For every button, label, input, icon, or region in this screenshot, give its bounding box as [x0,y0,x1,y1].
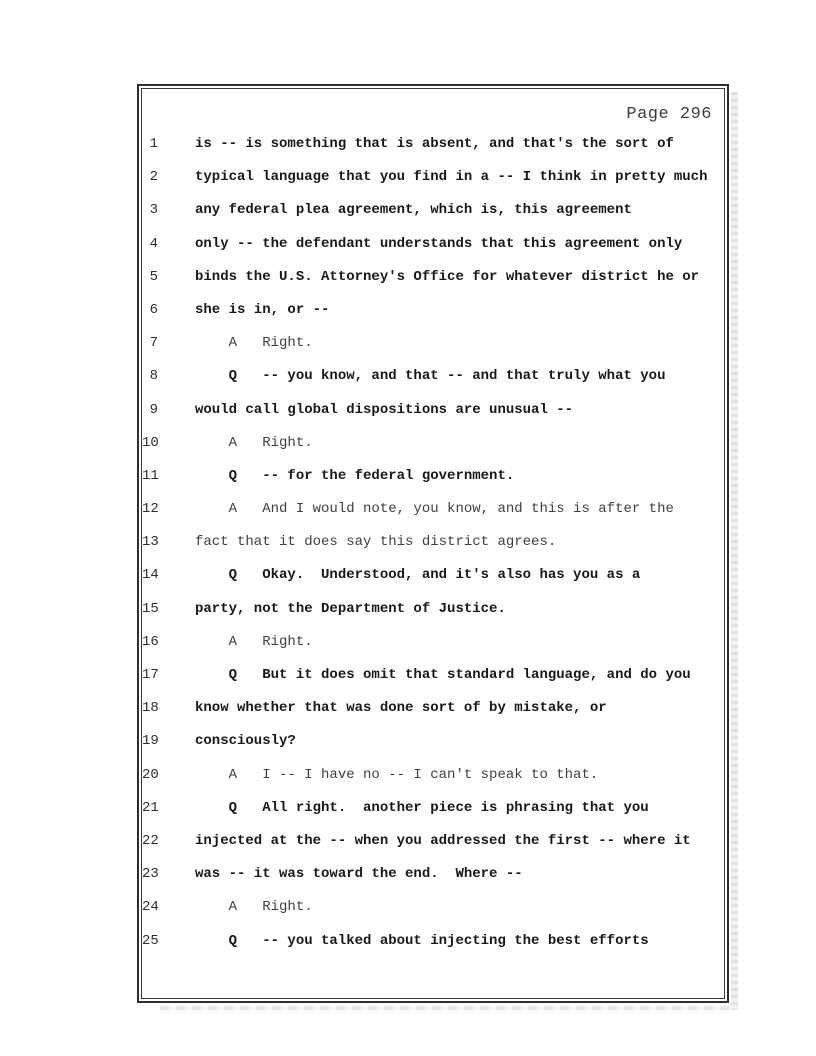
transcript-line [142,559,724,592]
line-text: any federal plea agreement, which is, this agreement [195,202,632,219]
line-number: 4 [149,235,158,252]
line-number: 6 [149,301,158,318]
line-text: Q Okay. Understood, and it's also has you as a [195,567,641,584]
line-number: 16 [142,633,159,650]
line-text: she is in, or -- [195,301,330,318]
scan-edge-shadow-right [731,92,738,1010]
line-text: Q All right. another piece is phrasing that you [195,799,649,816]
line-number: 3 [149,202,158,219]
line-number: 17 [142,667,159,683]
line-text: A Right. [195,899,313,916]
line-text: A And I would note, you know, and this is after the [195,501,674,518]
transcript-line [142,294,724,327]
line-text: typical language that you find in a -- I think in pretty much [195,169,708,186]
line-text: would call global dispositions are unusual -- [195,401,574,418]
line-number: 18 [142,700,159,717]
line-number: 24 [142,899,159,916]
line-text: A Right. [195,633,313,650]
transcript-line [142,891,724,924]
page-border-frame [137,84,729,1003]
transcript-line [142,261,724,294]
line-text: was -- it was toward the end. Where -- [195,866,523,883]
transcript-line [142,460,724,493]
transcript-line [142,725,724,758]
line-number: 9 [149,401,158,418]
transcript-line [142,825,724,858]
transcript-line [142,526,724,559]
transcript-line [142,161,724,194]
transcript-line [142,427,724,460]
line-text: Q But it does omit that standard language, and do you [195,667,691,683]
line-number: 15 [142,600,159,617]
transcript-line [142,360,724,393]
transcript-line [142,659,724,692]
transcript-line [142,228,724,261]
page-number: Page 296 [626,105,712,124]
line-number: 14 [142,567,159,584]
line-text: fact that it does say this district agrees. [195,534,557,551]
transcript-line [142,194,724,227]
line-number: 13 [142,534,159,551]
transcript-line [142,493,724,526]
transcript-line [142,925,724,958]
transcript-lines [142,128,724,958]
line-number: 2 [149,169,158,186]
line-number: 7 [149,335,158,352]
line-text: only -- the defendant understands that this agreement only [195,235,683,252]
line-number: 21 [142,799,159,816]
line-text: party, not the Department of Justice. [195,600,506,617]
line-number: 22 [142,832,159,849]
line-text: Q -- you know, and that -- and that truly what you [195,368,666,385]
transcript-line [142,593,724,626]
line-number: 8 [149,368,158,385]
line-number: 10 [142,434,159,451]
line-text: injected at the -- when you addressed the first -- where it [195,832,691,849]
transcript-line [142,792,724,825]
line-text: Q -- you talked about injecting the best efforts [195,932,649,949]
line-number: 25 [142,932,159,949]
line-number: 12 [142,501,159,518]
line-text: binds the U.S. Attorney's Office for whatever district he or [195,268,700,285]
line-number: 20 [142,766,159,783]
line-text: consciously? [195,733,296,750]
line-text: A Right. [195,335,313,352]
transcript-line [142,759,724,792]
line-text: know whether that was done sort of by mistake, or [195,700,607,717]
line-number: 19 [142,733,159,750]
line-number: 11 [142,467,159,484]
transcript-line [142,692,724,725]
transcript-line [142,128,724,161]
line-number: 5 [149,268,158,285]
line-text: A Right. [195,434,313,451]
transcript-line [142,394,724,427]
line-number: 1 [149,136,158,152]
transcript-line [142,626,724,659]
line-text: A I -- I have no -- I can't speak to that. [195,766,599,783]
page-border-frame-inner [141,88,725,999]
transcript-line [142,858,724,891]
line-text: Q -- for the federal government. [195,467,515,484]
line-number: 23 [142,866,159,883]
scan-edge-shadow-bottom [160,1006,732,1010]
transcript-line [142,327,724,360]
line-text: is -- is something that is absent, and that's the sort of [195,136,674,152]
